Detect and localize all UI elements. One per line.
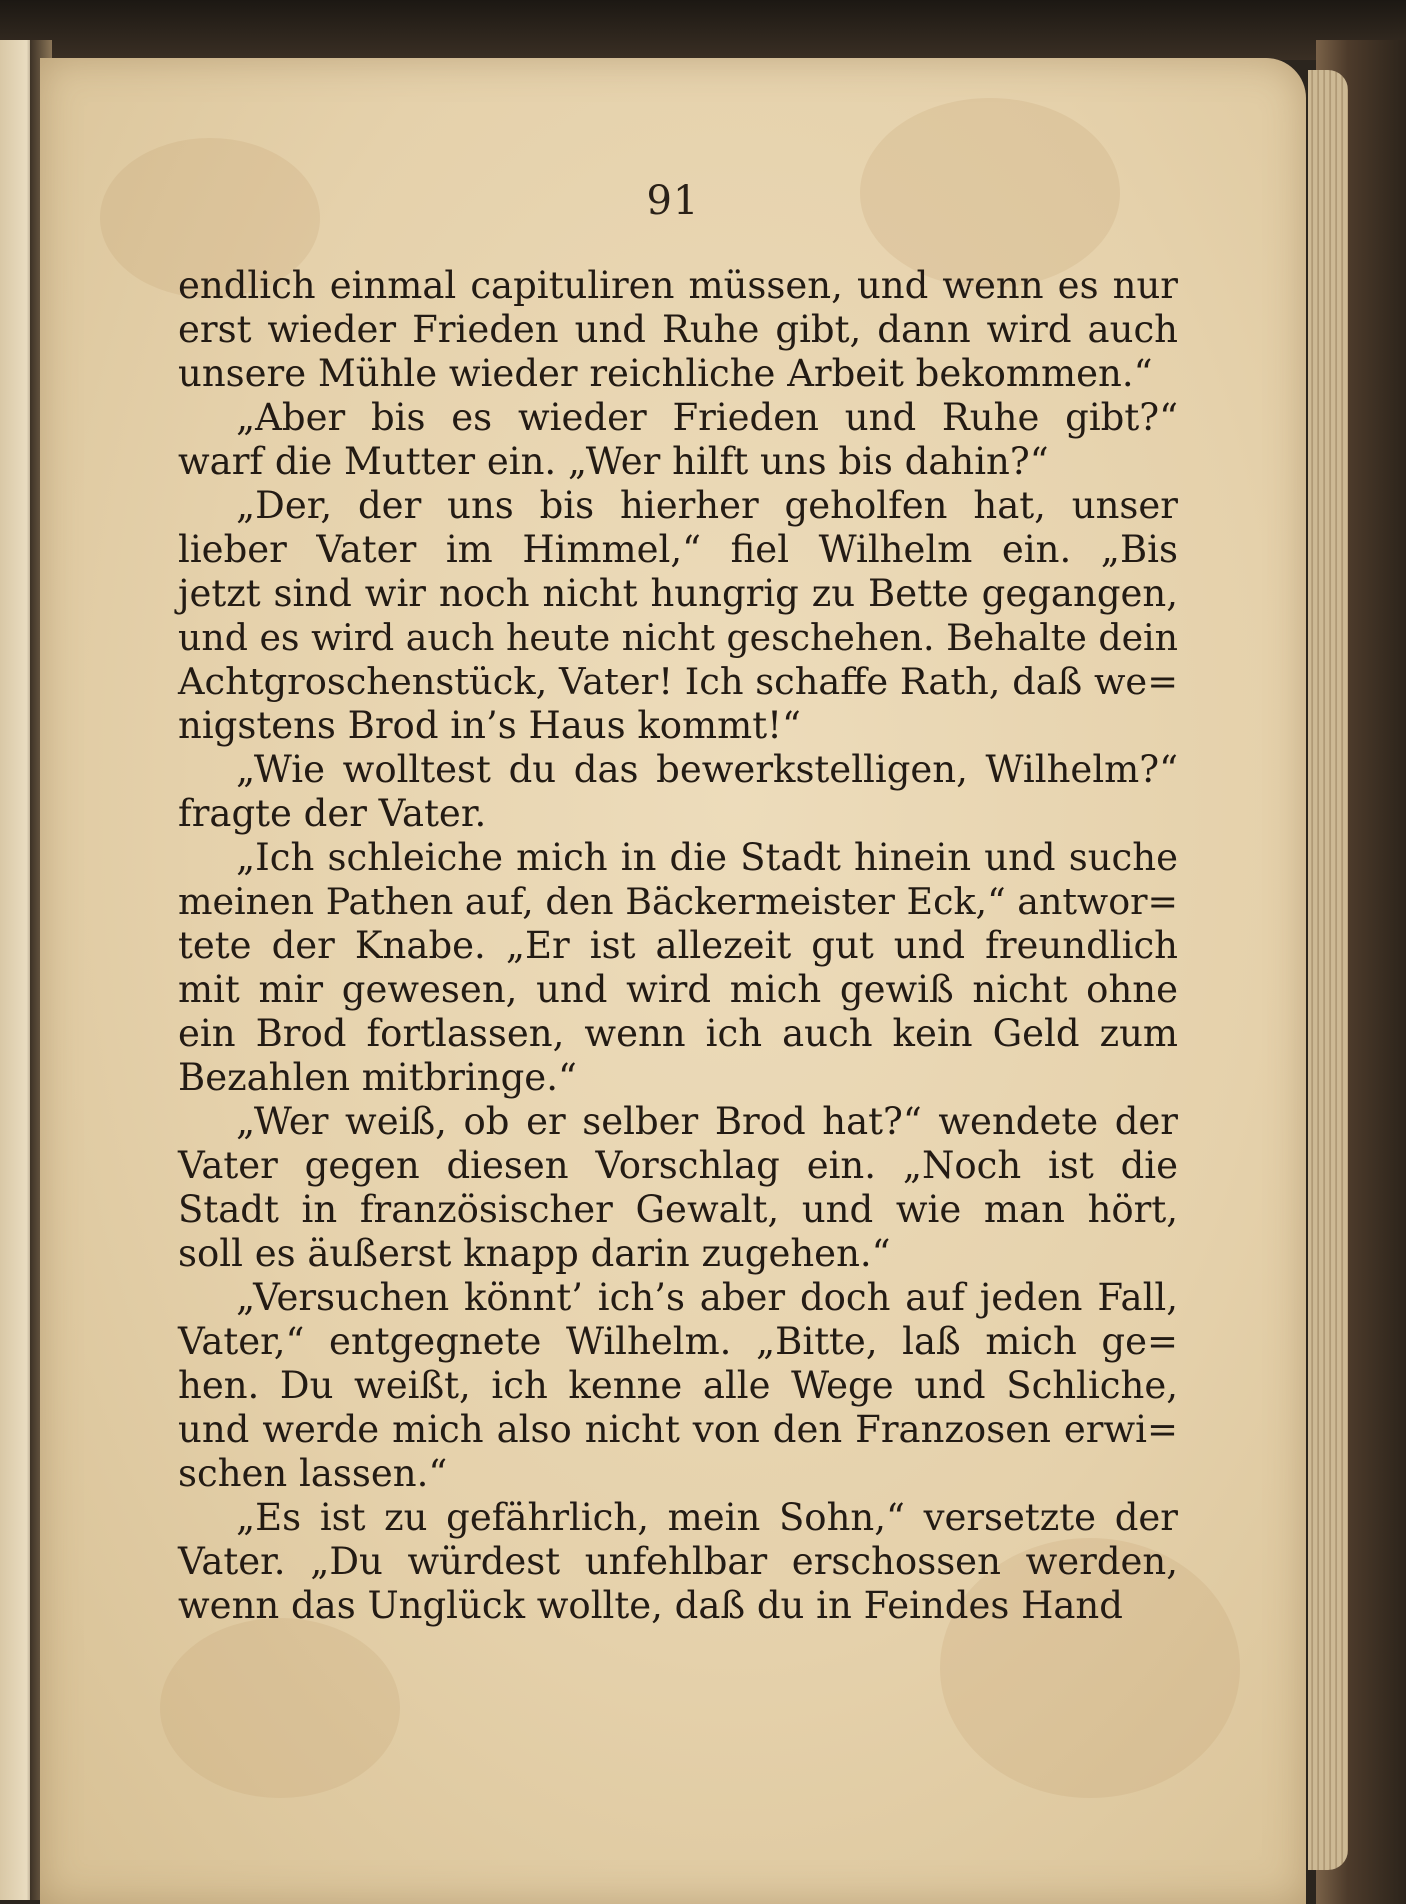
paragraph	[178, 836, 1178, 1100]
text-line: soll es äußerst knapp darin zugehen.“	[178, 1232, 891, 1275]
text-line: Vater. „Du würdest unfehlbar erschossen werden,	[178, 1540, 1178, 1583]
paragraph	[178, 1100, 1178, 1276]
text-line: „Ich schleiche mich in die Stadt hinein und suche	[236, 836, 1178, 879]
text-line: „Versuchen könnt’ ich’s aber doch auf jeden Fall,	[236, 1276, 1178, 1319]
text-line: Bezahlen mitbringe.“	[178, 1056, 577, 1099]
text-line: Vater gegen diesen Vorschlag ein. „Noch ist die	[178, 1144, 1178, 1187]
text-line: wenn das Unglück wollte, daß du in Feindes Hand	[178, 1584, 1123, 1627]
text-line: schen lassen.“	[178, 1452, 448, 1495]
book-cover-top-edge	[0, 0, 1406, 60]
text-line: tete der Knabe. „Er ist allezeit gut und freundlich	[178, 924, 1178, 967]
paragraph	[178, 1276, 1178, 1496]
page-number: 91	[646, 178, 700, 224]
text-line: „Wer weiß, ob er selber Brod hat?“ wendete der	[236, 1100, 1178, 1143]
text-line: ein Brod fortlassen, wenn ich auch kein Geld zum	[178, 1012, 1178, 1055]
paragraph	[178, 484, 1178, 748]
text-line: erst wieder Frieden und Ruhe gibt, dann wird auch	[178, 308, 1178, 351]
paragraph	[178, 1496, 1178, 1628]
text-line: warf die Mutter ein. „Wer hilft uns bis dahin?“	[178, 440, 1049, 483]
paragraph	[178, 396, 1178, 484]
text-line: mit mir gewesen, und wird mich gewiß nicht ohne	[178, 968, 1178, 1011]
text-line: Vater,“ entgegnete Wilhelm. „Bitte, laß mich ge=	[178, 1320, 1178, 1363]
paper-stain	[160, 1618, 400, 1798]
text-line: meinen Pathen auf, den Bäckermeister Eck,“ antwor=	[178, 880, 1178, 923]
text-line: und es wird auch heute nicht geschehen. Behalte dein	[178, 616, 1178, 659]
text-line: unsere Mühle wieder reichliche Arbeit bekommen.“	[178, 352, 1153, 395]
text-line: nigstens Brod in’s Haus kommt!“	[178, 704, 801, 747]
paragraph	[178, 748, 1178, 836]
text-line: „Wie wolltest du das bewerkstelligen, Wilhelm?“	[236, 748, 1178, 791]
text-line: Achtgroschenstück, Vater! Ich schaffe Rath, daß we=	[178, 660, 1178, 703]
text-line: lieber Vater im Himmel,“ fiel Wilhelm ein. „Bis	[178, 528, 1178, 571]
text-line: Stadt in französischer Gewalt, und wie man hört,	[178, 1188, 1178, 1231]
page-stack-edge	[1308, 70, 1348, 1870]
book-page	[40, 58, 1306, 1904]
text-line: endlich einmal capituliren müssen, und wenn es nur	[178, 264, 1178, 307]
text-line: und werde mich also nicht von den Franzosen erwi=	[178, 1408, 1178, 1451]
text-line: jetzt sind wir noch nicht hungrig zu Bette gegangen,	[178, 572, 1178, 615]
text-line: hen. Du weißt, ich kenne alle Wege und Schliche,	[178, 1364, 1178, 1407]
text-line: „Es ist zu gefährlich, mein Sohn,“ versetzte der	[236, 1496, 1178, 1539]
paragraph	[178, 264, 1178, 396]
text-line: „Der, der uns bis hierher geholfen hat, unser	[236, 484, 1178, 527]
text-line: „Aber bis es wieder Frieden und Ruhe gibt?“	[236, 396, 1178, 439]
body-text	[178, 264, 1178, 1628]
text-line: fragte der Vater.	[178, 792, 487, 835]
